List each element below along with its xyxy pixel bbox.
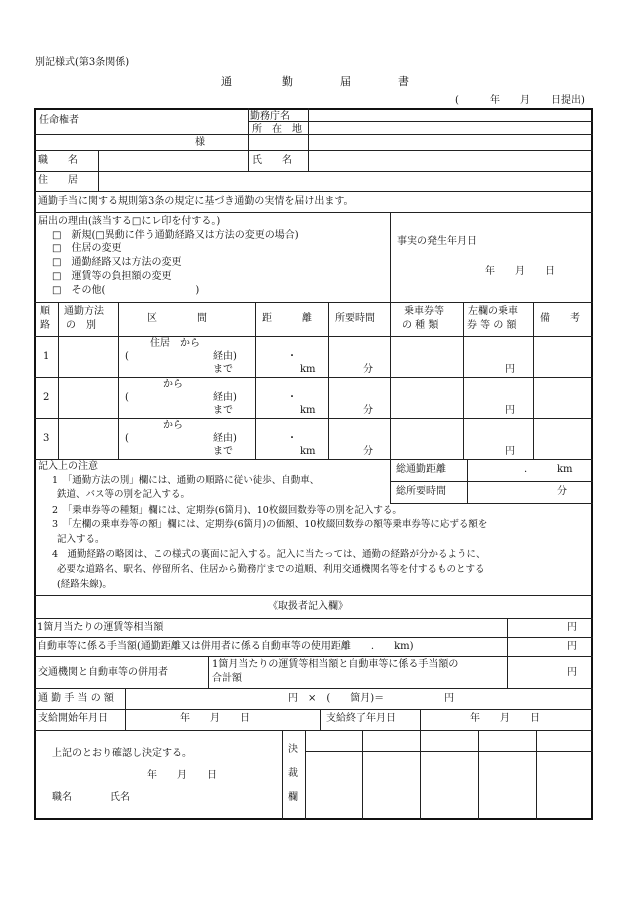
form-rule-line [463, 302, 464, 459]
kessai-char-1: 決 [288, 744, 298, 755]
title-char-2: 勤 [282, 75, 293, 88]
submit-date-open: ( [455, 95, 459, 106]
form-rule-line [320, 709, 321, 730]
submit-date-year: 年 [490, 95, 500, 106]
route-row-3-from: から [163, 420, 183, 431]
route-row-2-km: km [300, 405, 316, 416]
route-row-1-from: 住居 から [150, 338, 200, 349]
note-line-4: 3 「左欄の乗車券等の額」欄には、定期券(6箇月)の価額、10枚綴回数券の額等乗車券等に応ずる額を [52, 519, 488, 530]
form-label: 別記様式(第3条関係) [35, 57, 130, 68]
reason-title: 届出の理由(該当する□にレ印を付する。) [38, 216, 221, 227]
kessai-char-2: 裁 [288, 768, 298, 779]
header-order-1: 順 [40, 306, 50, 317]
form-rule-line [390, 459, 391, 503]
approval-name: 氏名 [110, 792, 130, 803]
route-row-2-via-open: ( [125, 392, 129, 403]
location-label: 所 在 地 [252, 124, 302, 135]
form-rule-line [34, 134, 593, 135]
combined-desc-2: 合計額 [212, 673, 242, 684]
form-rule-line [390, 302, 391, 459]
handler-title: 《取扱者記入欄》 [268, 601, 348, 612]
form-rule-line [305, 730, 306, 820]
total-time-unit: 分 [557, 486, 567, 497]
route-row-3-km: km [300, 446, 316, 457]
header-ticket-type-1: 乗車券等 [404, 306, 444, 317]
route-row-1-via-open: ( [125, 351, 129, 362]
form-rule-line [420, 709, 421, 730]
form-rule-line [208, 656, 209, 688]
form-rule-line [98, 171, 99, 191]
fact-date-label: 事実の発生年月日 [397, 236, 477, 247]
header-method-1: 通勤方法 [64, 306, 104, 317]
monthly-fare-label: 1箇月当たりの運賃等相当額 [37, 622, 164, 633]
reason-option-new[interactable]: □ 新規(□異動に伴う通勤経路又は方法の変更の場合) [52, 230, 299, 241]
note-line-2: 鉄道、バス等の別を記入する。 [57, 489, 191, 500]
declaration-text: 通勤手当に関する規則第3条の規定に基づき通勤の実情を届け出ます。 [38, 196, 354, 207]
route-row-1-dot: ・ [287, 351, 297, 362]
form-rule-line [255, 302, 256, 459]
office-name-label: 勤務庁名 [250, 111, 290, 122]
form-rule-line [118, 302, 119, 459]
form-rule-line [34, 730, 593, 731]
route-row-2-min: 分 [363, 405, 373, 416]
route-row-1-min: 分 [363, 364, 373, 375]
route-row-1-km: km [300, 364, 316, 375]
approval-text: 上記のとおり確認し決定する。 [52, 748, 192, 759]
route-row-3-via: 経由) [213, 433, 237, 444]
approval-position: 職名 [52, 792, 72, 803]
form-rule-line [34, 459, 593, 460]
form-rule-line [98, 150, 99, 171]
appointer-label: 任命権者 [39, 115, 79, 126]
route-row-2-yen: 円 [505, 405, 515, 416]
form-rule-line [420, 730, 421, 820]
note-line-7: 必要な道路名、駅名、停留所名、住居から勤務庁までの道順、利用交通機関名等を付するものとする [57, 564, 485, 575]
position-label: 職 名 [38, 155, 78, 166]
title-char-4: 書 [398, 75, 409, 88]
route-row-1-num: 1 [43, 351, 50, 362]
route-row-2-num: 2 [43, 392, 50, 403]
route-row-1-to: まで [213, 364, 233, 375]
header-distance: 距 離 [262, 313, 312, 324]
form-rule-line [34, 688, 593, 689]
fact-date-value: 年 月 日 [485, 266, 555, 277]
form-rule-line [282, 730, 283, 820]
name-label: 氏 名 [252, 155, 292, 166]
route-row-3-yen: 円 [505, 446, 515, 457]
route-row-3-dot: ・ [287, 433, 297, 444]
form-rule-line [467, 459, 468, 503]
total-distance-label: 総通勤距離 [396, 464, 446, 475]
form-rule-line [328, 302, 329, 459]
route-row-1-yen: 円 [505, 364, 515, 375]
route-row-3-min: 分 [363, 446, 373, 457]
total-distance-unit: km [557, 464, 573, 475]
note-line-3: 2 「乗車券等の種類」欄には、定期券(6箇月)、10枚綴回数券等の別を記入する。 [52, 505, 402, 516]
title-char-3: 届 [340, 75, 351, 88]
notes-title: 記入上の注意 [38, 461, 98, 472]
form-rule-line [478, 730, 479, 820]
form-rule-line [305, 751, 593, 752]
header-ticket-amount-2: 券 等 の 額 [467, 320, 517, 331]
reason-option-route[interactable]: □ 通勤経路又は方法の変更 [52, 257, 182, 268]
form-rule-line [34, 656, 593, 657]
address-label: 住 居 [38, 175, 78, 186]
car-allowance-label: 自動車等に係る手当額(通勤距離又は併用者に係る自動車等の使用距離 . km) [37, 641, 414, 652]
start-date-label: 支給開始年月日 [38, 713, 108, 724]
end-date-label: 支給終了年月日 [326, 713, 396, 724]
reason-option-other[interactable]: □ その他( ) [52, 285, 200, 296]
end-date-value: 年 月 日 [470, 713, 540, 724]
approval-date: 年 月 日 [147, 770, 217, 781]
allowance-label: 通 勤 手 当 の 額 [38, 693, 114, 704]
note-line-8: (経路朱線)。 [57, 579, 112, 590]
header-section: 区 間 [147, 313, 207, 324]
form-rule-line [34, 637, 593, 638]
reason-option-fare[interactable]: □ 運賃等の負担額の変更 [52, 271, 172, 282]
form-rule-line [34, 150, 593, 151]
form-rule-line [362, 730, 363, 820]
header-time: 所要時間 [335, 313, 375, 324]
form-rule-line [536, 730, 537, 820]
form-rule-line [34, 191, 593, 192]
form-rule-line [34, 595, 593, 596]
sama-label: 様 [195, 137, 205, 148]
form-rule-line [34, 618, 593, 619]
form-rule-line [34, 212, 593, 213]
combined-desc-1: 1箇月当たりの運賃等相当額と自動車等に係る手当額の [212, 659, 459, 670]
form-rule-line [248, 121, 593, 122]
title-char-1: 通 [221, 75, 232, 88]
form-rule-line [390, 481, 593, 482]
submit-date-day: 日提出) [551, 95, 585, 106]
total-distance-dot: . [524, 464, 528, 475]
route-row-1-via: 経由) [213, 351, 237, 362]
monthly-fare-yen: 円 [567, 622, 577, 633]
route-row-3-num: 3 [43, 433, 50, 444]
note-line-1: 1 「通勤方法の別」欄には、通勤の順路に従い徒歩、自動車、 [52, 475, 320, 486]
kessai-char-3: 欄 [288, 792, 298, 803]
form-rule-line [248, 108, 249, 171]
header-ticket-amount-1: 左欄の乗車 [468, 306, 518, 317]
route-row-2-dot: ・ [287, 392, 297, 403]
reason-option-address[interactable]: □ 住居の変更 [52, 243, 122, 254]
header-method-2: の 別 [66, 320, 96, 331]
route-row-2-to: まで [213, 405, 233, 416]
start-date-value: 年 月 日 [180, 713, 250, 724]
form-rule-line [308, 108, 309, 171]
route-row-3-to: まで [213, 446, 233, 457]
form-rule-line [34, 171, 593, 172]
car-allowance-yen: 円 [567, 641, 577, 652]
header-remarks: 備 考 [540, 313, 580, 324]
form-rule-line [533, 302, 534, 459]
total-time-label: 総所要時間 [396, 486, 446, 497]
route-row-2-via: 経由) [213, 392, 237, 403]
submit-date-month: 月 [520, 95, 530, 106]
form-rule-line [507, 618, 508, 688]
form-rule-line [125, 688, 126, 730]
header-ticket-type-2: の 種 類 [402, 320, 439, 331]
form-rule-line [34, 709, 593, 710]
route-row-3-via-open: ( [125, 433, 129, 444]
form-rule-line [58, 302, 59, 459]
form-rule-line [390, 503, 593, 504]
note-line-5: 記入する。 [57, 534, 105, 545]
form-rule-line [390, 212, 391, 302]
combined-yen: 円 [567, 667, 577, 678]
header-order-2: 路 [40, 320, 50, 331]
route-row-2-from: から [163, 379, 183, 390]
combined-label: 交通機関と自動車等の併用者 [38, 667, 168, 678]
allowance-formula: 円 × ( 箇月)＝ 円 [288, 693, 455, 704]
note-line-6: 4 通勤経路の略図は、この様式の裏面に記入する。記入に当たっては、通勤の経路が分かるように、 [52, 549, 486, 560]
